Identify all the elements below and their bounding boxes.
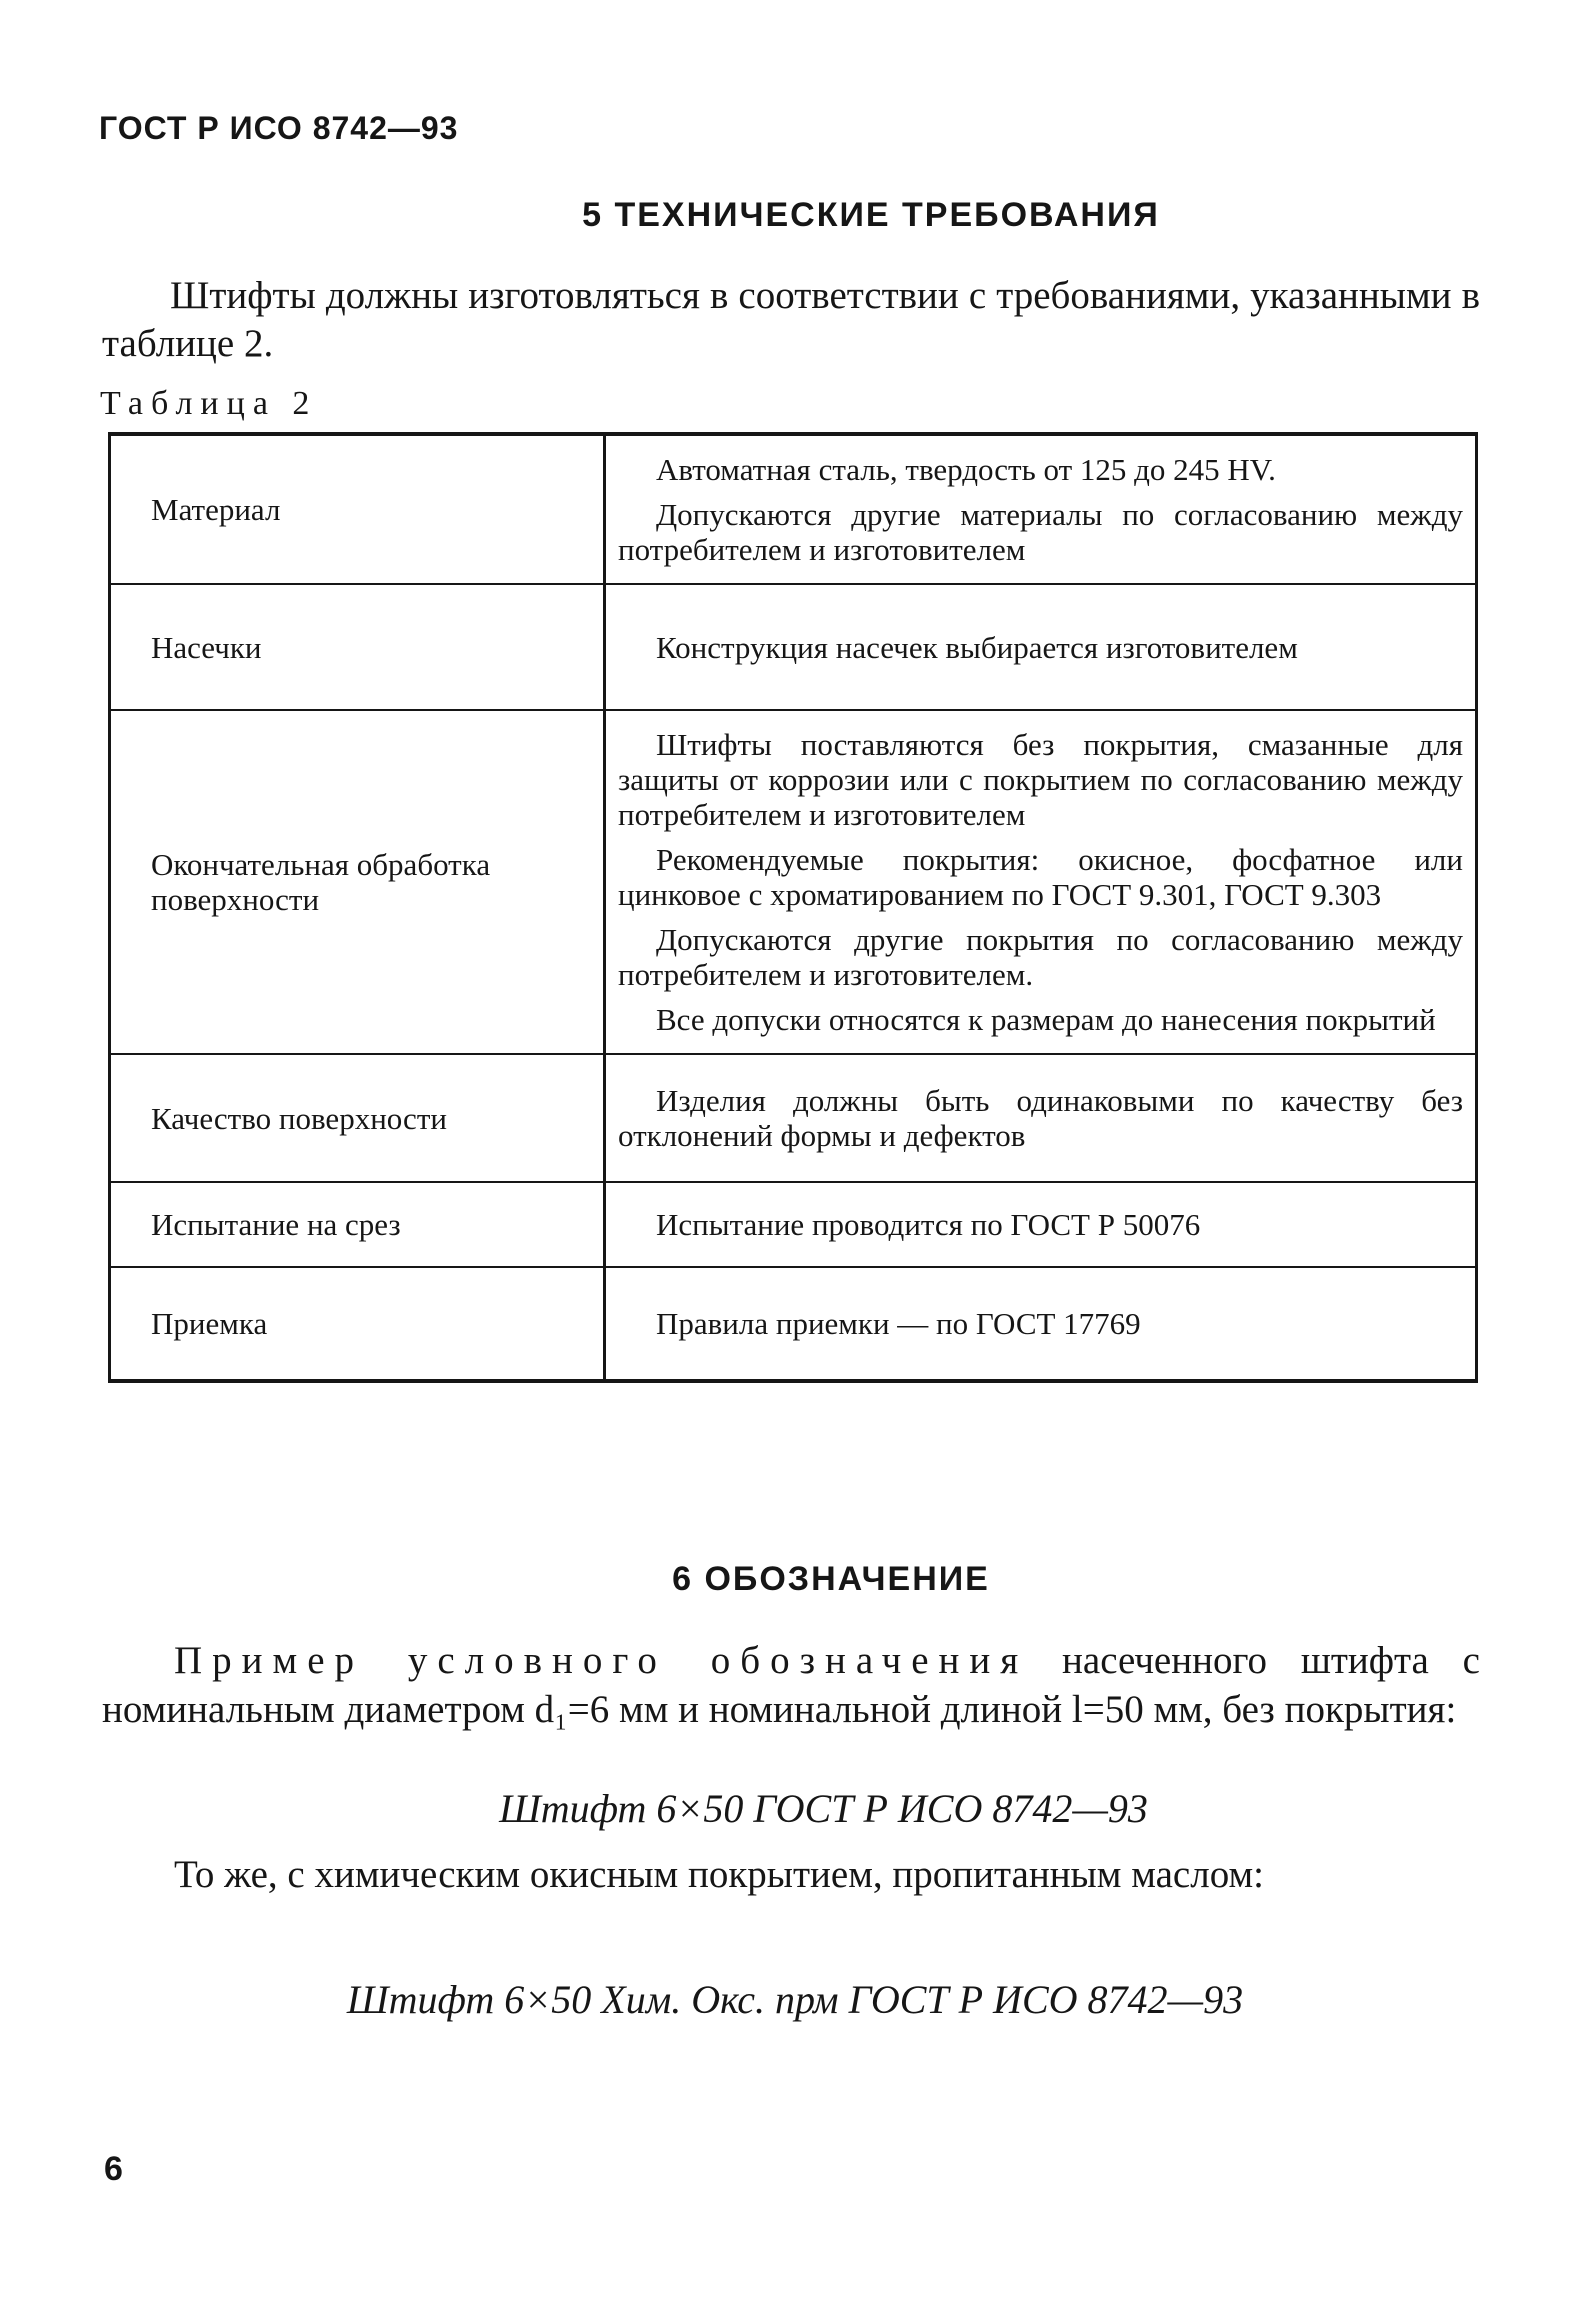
row-label: Материал [110, 434, 605, 584]
document-header: ГОСТ Р ИСО 8742—93 [99, 110, 459, 146]
table-row [110, 710, 1477, 1054]
row-label: Насечки [110, 584, 605, 710]
row-value [605, 434, 1477, 584]
row-value [605, 1054, 1477, 1182]
row-label: Приемка [110, 1267, 605, 1381]
table-row [110, 1054, 1477, 1182]
row-value-paragraph: Правила приемки — по ГОСТ 17769 [656, 1306, 1141, 1341]
table-row [110, 584, 1477, 710]
row-value [605, 1182, 1477, 1267]
row-value [605, 584, 1477, 710]
row-value-paragraph: Конструкция насечек выбирается изготовителем [656, 629, 1298, 665]
row-value-paragraph: Автоматная сталь, твердость от 125 до 245 HV. [656, 452, 1276, 487]
row-value [605, 710, 1477, 1054]
table-row [110, 1182, 1477, 1267]
row-value-paragraph: Допускаются другие покрытия по согласованию между потребителем и изготовителем. [618, 922, 1463, 992]
designation-example-1: Штифт 6×50 ГОСТ Р ИСО 8742—93 [499, 1786, 1148, 1831]
section-6-title: 6 ОБОЗНАЧЕНИЕ [672, 1560, 990, 1598]
row-label: Окончательная обработка поверхности [110, 710, 605, 1054]
table-caption: Таблица 2 [100, 385, 318, 422]
row-value-paragraph: Рекомендуемые покрытия: окисное, фосфатное или цинковое с хроматированием по ГОСТ 9.301, ГОСТ 9.303 [618, 842, 1463, 912]
row-label: Качество поверхности [110, 1054, 605, 1182]
row-value-paragraph: Изделия должны быть одинаковыми по качеству без отклонений формы и дефектов [618, 1083, 1463, 1153]
designation-example-paragraph [102, 1636, 1480, 1734]
requirements-table [108, 432, 1478, 1383]
row-value-paragraph: Испытание проводится по ГОСТ Р 50076 [656, 1207, 1201, 1242]
row-value-paragraph: Допускаются другие материалы по согласованию между потребителем и изготовителем [618, 497, 1463, 567]
table-row [110, 434, 1477, 584]
example-lead-text: Пример условного обозначения [174, 1639, 1029, 1682]
designation-example-2: Штифт 6×50 Хим. Окс. прм ГОСТ Р ИСО 8742—93 [346, 1977, 1244, 2022]
row-label: Испытание на срез [110, 1182, 605, 1267]
example-text: насеченного штифта с номинальным диаметром d₁=6 мм и номинальной длиной l=50 мм, без покрытия: [102, 1639, 1480, 1731]
page-number: 6 [104, 2150, 123, 2188]
table-row [110, 1267, 1477, 1381]
same-with-coating-text: То же, с химическим окисным покрытием, пропитанным маслом: [174, 1853, 1264, 1896]
row-value-paragraph: Штифты поставляются без покрытия, смазанные для защиты от коррозии или с покрытием по согласованию между потребителем и изготовителем [618, 727, 1463, 832]
row-value [605, 1267, 1477, 1381]
row-value-paragraph: Все допуски относятся к размерам до нанесения покрытий [656, 1002, 1436, 1037]
section-5-intro: Штифты должны изготовляться в соответствии с требованиями, указанными в таблице 2. [102, 274, 1480, 365]
section-5-title: 5 ТЕХНИЧЕСКИЕ ТРЕБОВАНИЯ [582, 196, 1160, 234]
